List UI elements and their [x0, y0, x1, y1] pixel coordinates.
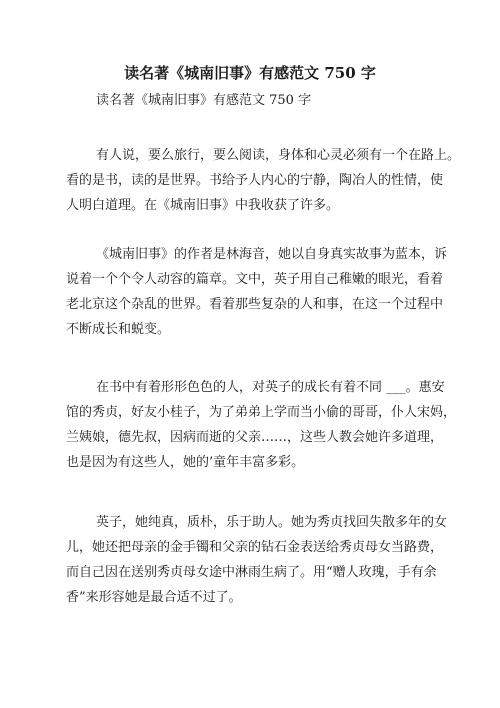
paragraph-line: 香”来形容她是最合适不过了。: [66, 590, 242, 605]
paragraph-2: [66, 242, 466, 342]
paragraph-4: [66, 510, 466, 610]
paragraph-line: 儿，她还把母亲的金手镯和父亲的钻石金表送给秀贞母女当路费，: [66, 540, 444, 555]
paragraph-line: 不断成长和蜕变。: [66, 322, 171, 337]
paragraph-line: 兰姨娘，德先叔，因病而逝的父亲……，这些人教会她许多道理，: [66, 430, 444, 445]
paragraph-line: 而自己因在送别秀贞母女途中淋雨生病了。用“赠人玫瑰，手有余: [66, 565, 437, 580]
paragraph-line: 有人说，要么旅行，要么阅读，身体和心灵必须有一个在路上。: [96, 148, 461, 163]
paragraph-line: 说着一个个令人动容的篇章。文中，英子用自己稚嫩的眼光，看着: [66, 272, 444, 287]
paragraph-line: 老北京这个杂乱的世界。看着那些复杂的人和事，在这一个过程中: [66, 297, 444, 312]
paragraph-line: 英子，她纯真，质朴，乐于助人。她为秀贞找回失散多年的女: [96, 515, 448, 530]
paragraph-1: [66, 143, 466, 218]
paragraph-line: 人明白道理。在《城南旧事》中我收获了许多。: [66, 198, 340, 213]
paragraph-line: 在书中有着形形色色的人，对英子的成长有着不同 ___。惠安: [96, 380, 445, 395]
document-subtitle: 读名著《城南旧事》有感范文 750 字: [96, 93, 312, 108]
paragraph-line: 《城南旧事》的作者是林海音，她以自身真实故事为蓝本，诉: [96, 247, 448, 262]
document-title: 读名著《城南旧事》有感范文 750 字: [124, 64, 376, 82]
paragraph-line: 看的是书，读的是世界。书给予人内心的宁静，陶冶人的性情，使: [66, 173, 444, 188]
paragraph-line: 也是因为有这些人，她的’童年丰富多彩。: [66, 455, 305, 470]
paragraph-3: [66, 375, 466, 475]
paragraph-line: 馆的秀贞，好友小桂子，为了弟弟上学而当小偷的哥哥，仆人宋妈，: [66, 405, 457, 420]
